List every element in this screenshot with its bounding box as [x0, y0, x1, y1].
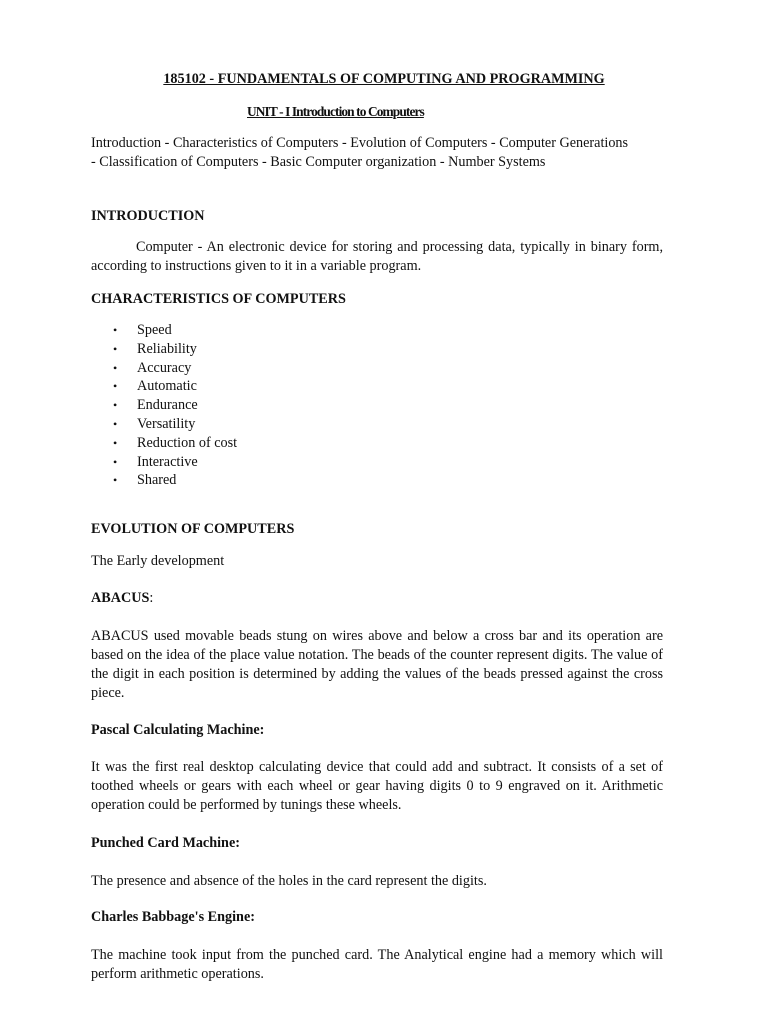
pascal-heading: Pascal Calculating Machine: — [91, 722, 265, 738]
babbage-paragraph: The machine took input from the punched card. The Analytical engine had a memory which will perform arithmetic operations. — [91, 947, 663, 982]
list-item — [113, 453, 237, 472]
characteristics-list — [113, 321, 237, 490]
list-item — [113, 359, 237, 378]
list-item — [113, 340, 237, 359]
bullet-icon: • — [113, 416, 118, 431]
bullet-icon: • — [113, 360, 118, 375]
list-item-label: Reduction of cost — [137, 434, 238, 451]
punched-card-heading: Punched Card Machine: — [91, 835, 240, 851]
topics-line-1: Introduction - Characteristics of Computers - Evolution of Computers - Computer Generations — [91, 135, 629, 151]
list-item-label: Speed — [137, 322, 172, 338]
abacus-heading — [91, 589, 153, 607]
course-title: 185102 - FUNDAMENTALS OF COMPUTING AND PROGRAMMING — [163, 71, 605, 87]
punched-card-paragraph: The presence and absence of the holes in the card represent the digits. — [91, 873, 487, 889]
babbage-heading: Charles Babbage's Engine: — [91, 909, 255, 925]
list-item-label: Interactive — [137, 453, 198, 470]
bullet-icon: • — [113, 473, 118, 488]
unit-title: UNIT - I Introduction to Computers — [247, 104, 424, 119]
list-item-label: Endurance — [137, 397, 198, 414]
early-development-text: The Early development — [91, 553, 225, 569]
list-item — [113, 377, 237, 396]
list-item-label: Reliability — [137, 340, 197, 357]
evolution-heading: EVOLUTION OF COMPUTERS — [91, 521, 295, 537]
bullet-icon: • — [113, 398, 118, 413]
abacus-paragraph: ABACUS used movable beads stung on wires above and below a cross bar and its operation are based on the idea of the place value notation. The beads of the counter represent digits. The value of the digit in each position is determined by adding the values of the beads pressed against the cross piece. — [91, 628, 663, 701]
list-item — [113, 471, 237, 490]
list-item-label: Automatic — [137, 378, 197, 395]
bullet-icon: • — [113, 323, 118, 337]
abacus-heading-colon: : — [149, 590, 154, 606]
introduction-heading: INTRODUCTION — [91, 208, 205, 224]
pascal-paragraph: It was the first real desktop calculating device that could add and subtract. It consists of a set of toothed wheels or gears with each wheel or gear having digits 0 to 9 engraved on it. Arithmetic operation could be performed by tunings these wheels. — [91, 759, 663, 813]
characteristics-heading: CHARACTERISTICS OF COMPUTERS — [91, 291, 346, 307]
abacus-heading-label: ABACUS — [91, 590, 150, 606]
introduction-paragraph: Computer - An electronic device for storing and processing data, typically in binary form, according to instructions given to it in a variable program. — [91, 239, 663, 274]
bullet-icon: • — [113, 379, 118, 394]
list-item — [113, 434, 237, 453]
topics-line-2: - Classification of Computers - Basic Computer organization - Number Systems — [91, 154, 546, 170]
bullet-icon: • — [113, 435, 118, 450]
list-item-label: Shared — [137, 472, 177, 489]
list-item-label: Accuracy — [137, 359, 192, 376]
list-item — [113, 321, 237, 340]
bullet-icon: • — [113, 454, 118, 469]
bullet-icon: • — [113, 341, 118, 356]
list-item — [113, 415, 237, 434]
list-item — [113, 396, 237, 415]
list-item-label: Versatility — [137, 415, 196, 432]
